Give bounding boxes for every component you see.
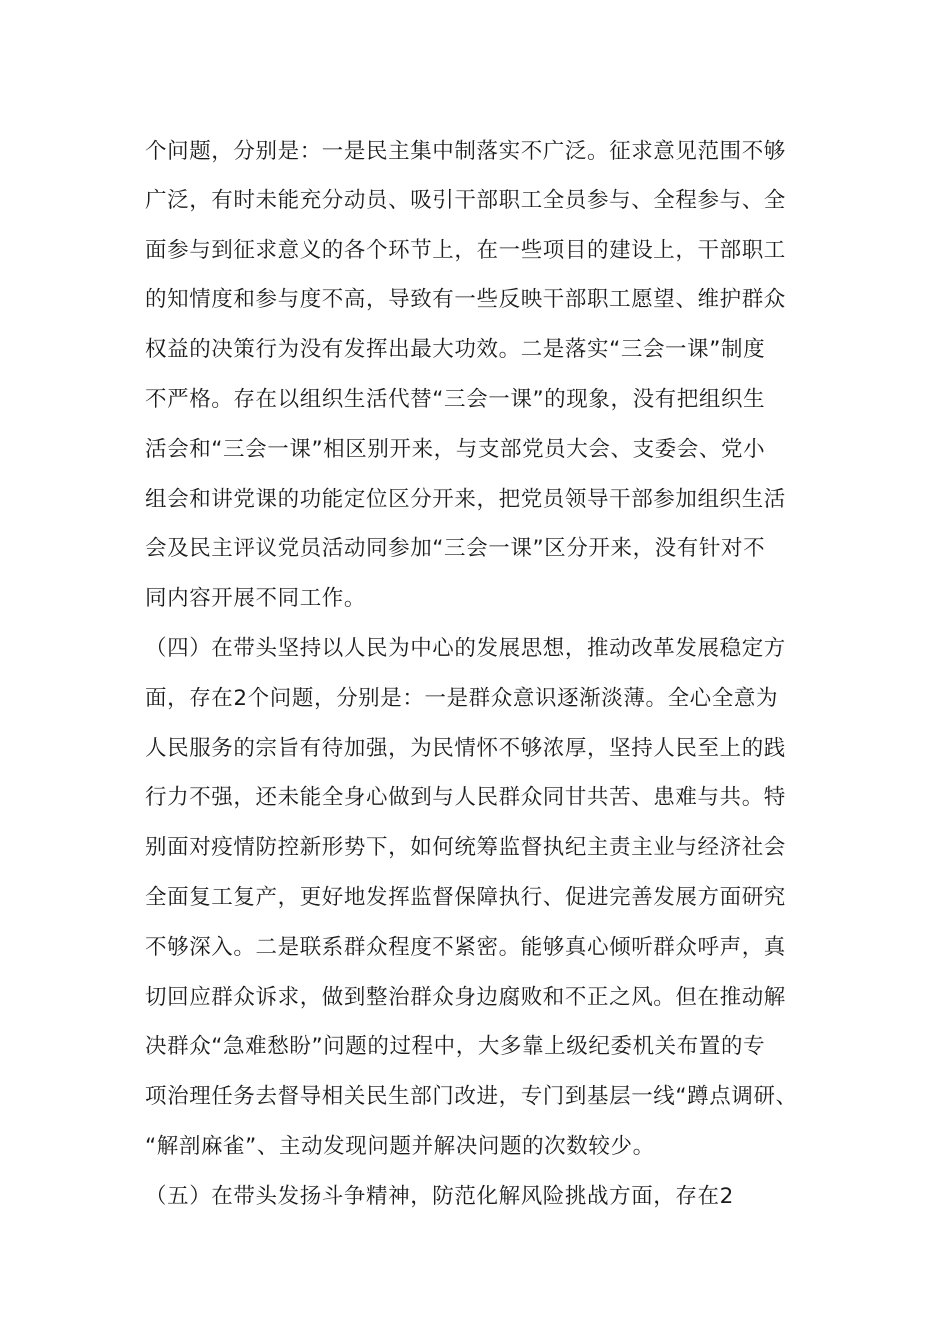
text-line: 面，存在2个问题，分别是：一是群众意识逐渐淡薄。全心全意为 bbox=[145, 686, 779, 711]
text-line: “解剖麻雀”、主动发现问题并解决问题的次数较少。 bbox=[145, 1134, 655, 1159]
text-line: 广泛，有时未能充分动员、吸引干部职工全员参与、全程参与、全 bbox=[145, 188, 786, 213]
section-heading-5: （五）在带头发扬斗争精神，防范化解风险挑战方面，存在2 bbox=[145, 1184, 734, 1209]
text-line: 个问题，分别是：一是民主集中制落实不广泛。征求意见范围不够 bbox=[145, 139, 786, 164]
text-line: 项治理任务去督导相关民生部门改进，专门到基层一线“蹲点调研、 bbox=[145, 1084, 798, 1109]
text-line: 全面复工复产，更好地发挥监督保障执行、促进完善发展方面研究 bbox=[145, 885, 786, 910]
text-line: 会及民主评议党员活动同参加“三会一课”区分开来，没有针对不 bbox=[145, 536, 766, 561]
text-line: 别面对疫情防控新形势下，如何统筹监督执纪主责主业与经济社会 bbox=[145, 835, 786, 860]
text-line: 不严格。存在以组织生活代替“三会一课”的现象，没有把组织生 bbox=[145, 387, 766, 412]
text-line: 不够深入。二是联系群众程度不紧密。能够真心倾听群众呼声，真 bbox=[145, 935, 786, 960]
text-line: 切回应群众诉求，做到整治群众身边腐败和不正之风。但在推动解 bbox=[145, 985, 786, 1010]
text-line: 活会和“三会一课”相区别开来，与支部党员大会、支委会、党小 bbox=[145, 437, 766, 462]
text-line: 决群众“急难愁盼”问题的过程中，大多靠上级纪委机关布置的专 bbox=[145, 1034, 766, 1059]
text-line: 行力不强，还未能全身心做到与人民群众同甘共苦、患难与共。特 bbox=[145, 785, 786, 810]
text-line: 人民服务的宗旨有待加强，为民情怀不够浓厚，坚持人民至上的践 bbox=[145, 736, 786, 761]
text-line: 同内容开展不同工作。 bbox=[145, 586, 367, 611]
section-heading-4: （四）在带头坚持以人民为中心的发展思想，推动改革发展稳定方 bbox=[145, 636, 786, 661]
text-line: 权益的决策行为没有发挥出最大功效。二是落实“三会一课”制度 bbox=[145, 337, 766, 362]
text-line: 组会和讲党课的功能定位区分开来，把党员领导干部参加组织生活 bbox=[145, 487, 786, 512]
text-line: 面参与到征求意义的各个环节上，在一些项目的建设上，干部职工 bbox=[145, 238, 786, 263]
text-line: 的知情度和参与度不高，导致有一些反映干部职工愿望、维护群众 bbox=[145, 287, 786, 312]
